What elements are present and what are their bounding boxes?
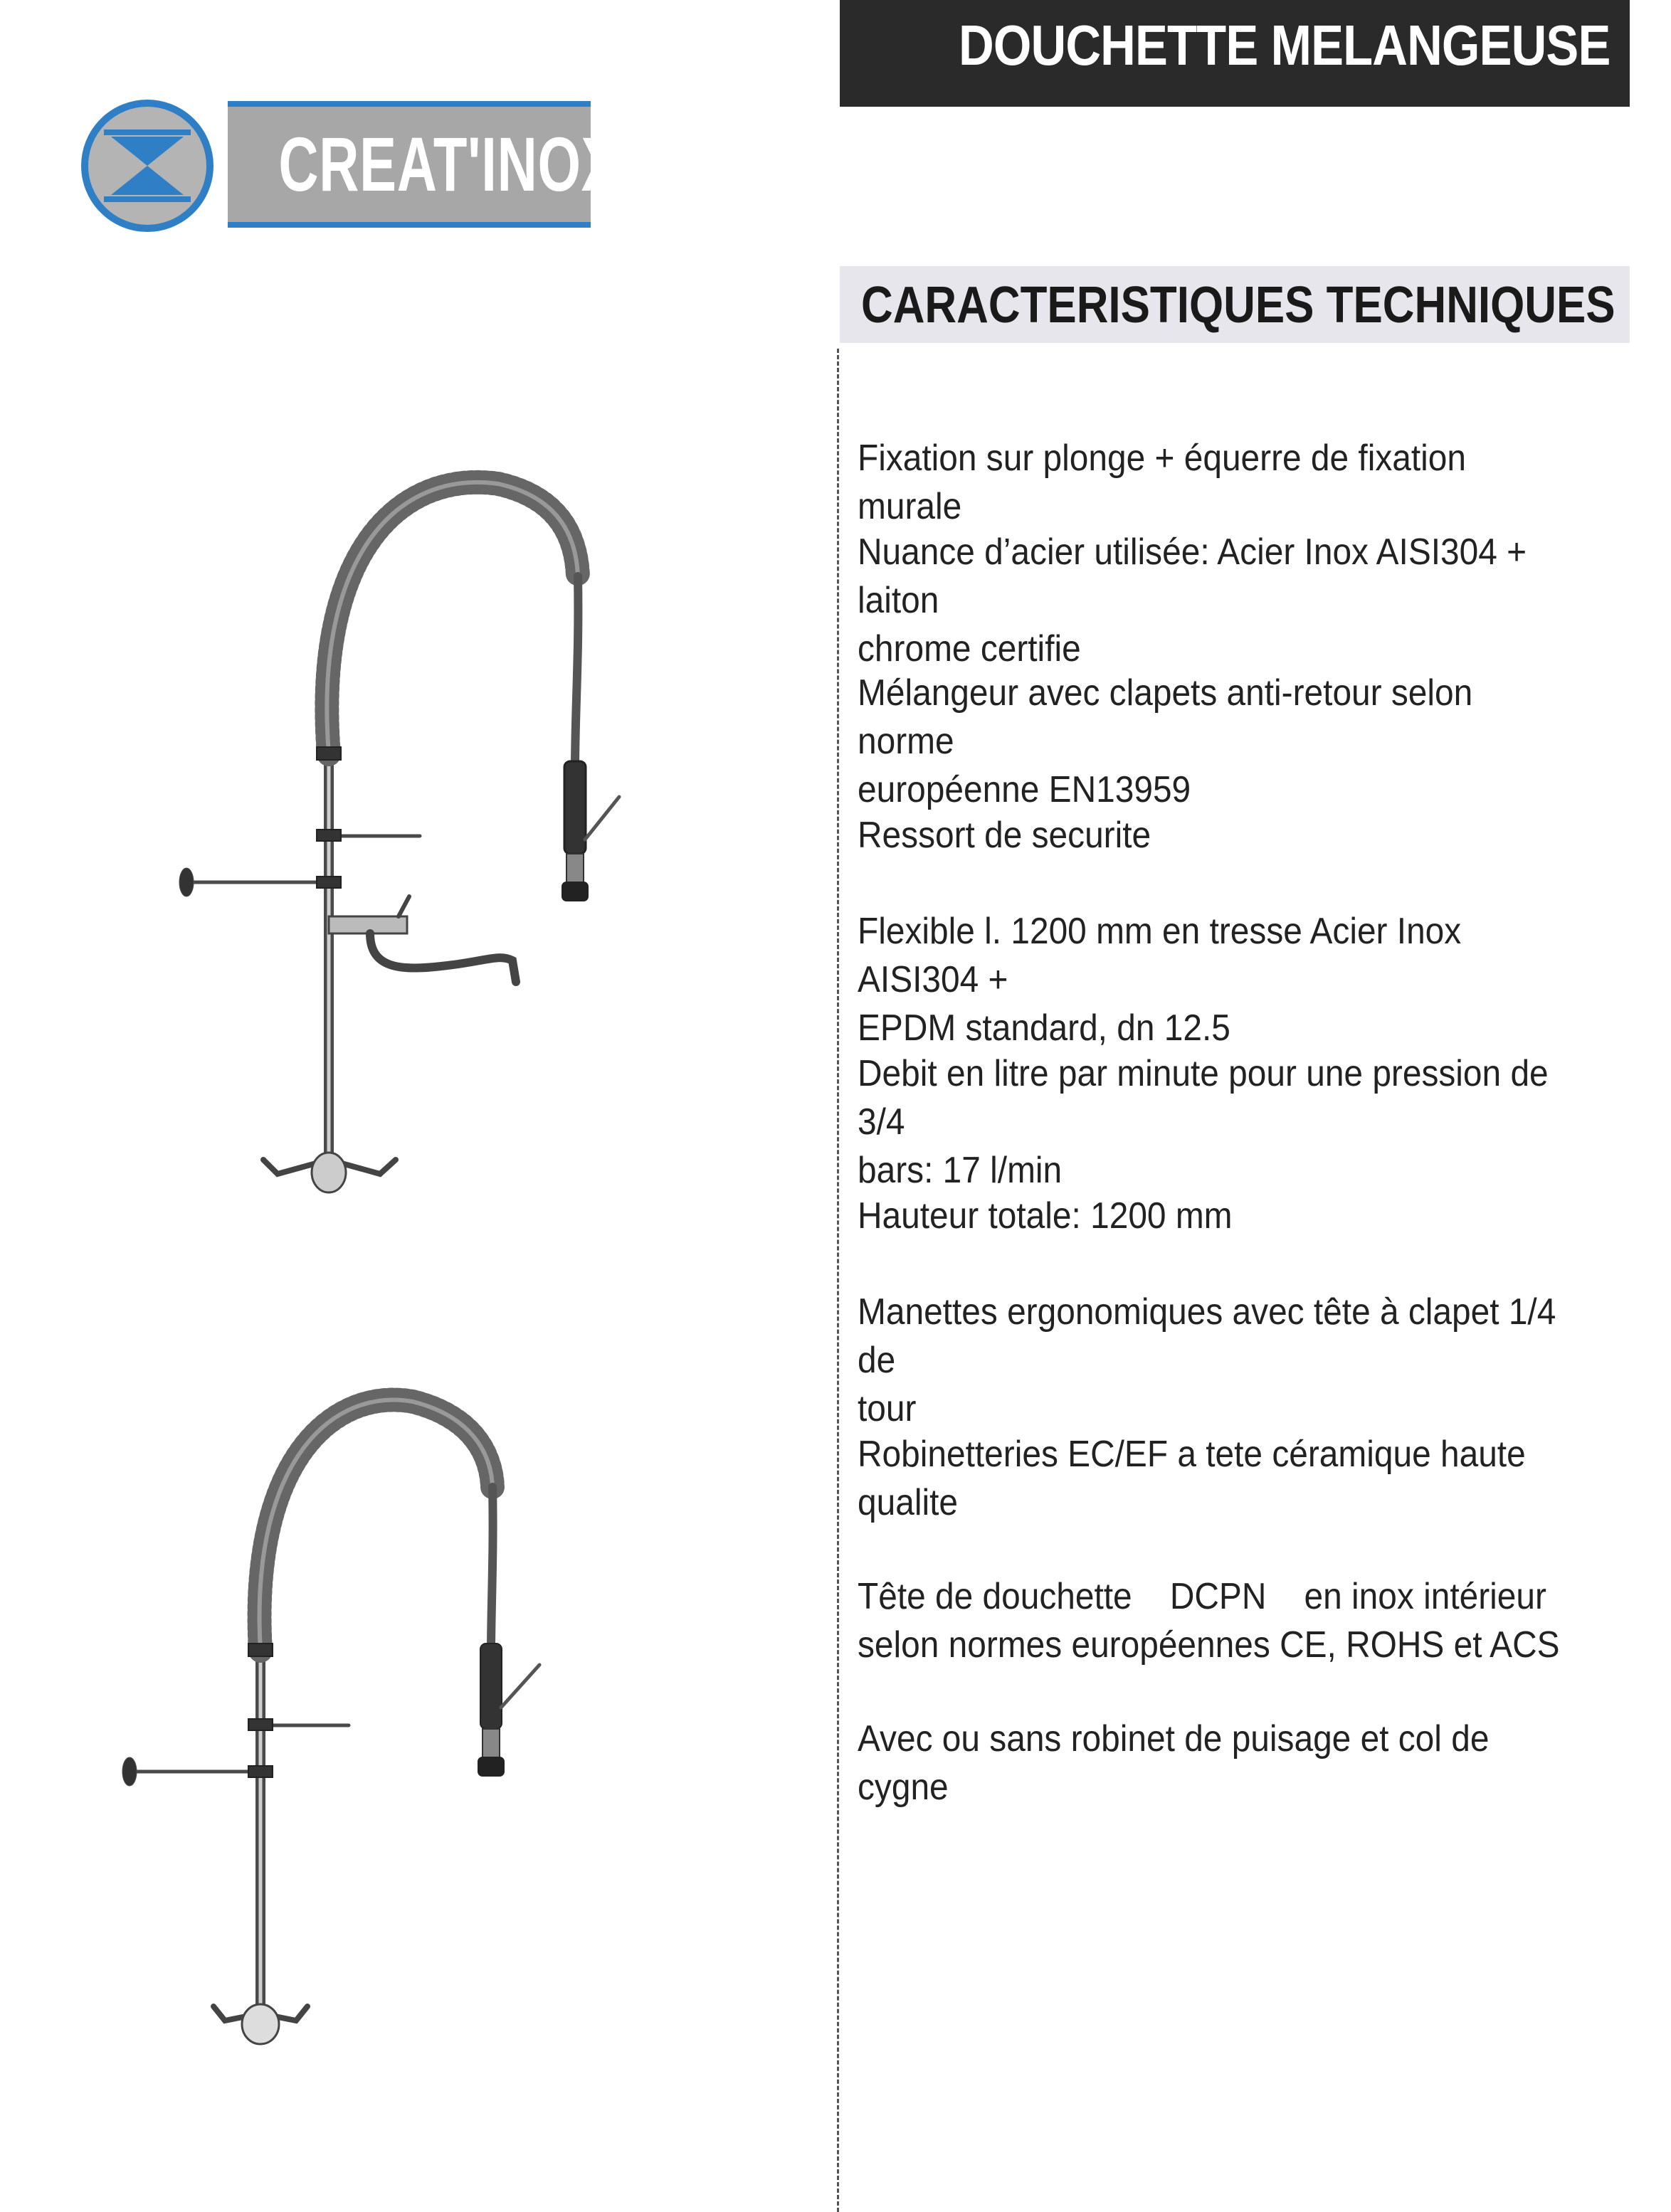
spec-item: Tête de douchette DCPN en inox intérieur selon normes européennes CE, ROHS et ACS: [858, 1576, 1560, 1666]
spec-item: Ressort de securite: [858, 815, 1151, 856]
section-heading-bar: [840, 266, 1630, 343]
brand-name: CREAT'INOX: [278, 121, 619, 207]
spec-item: Fixation sur plonge + équerre de fixation murale: [858, 438, 1467, 527]
spec-item: Manettes ergonomiques avec tête à clapet 1/4 de tour: [858, 1291, 1556, 1429]
spec-item: Mélangeur avec clapets anti-retour selon norme européenne EN13959: [858, 672, 1473, 810]
document-title-bar: [840, 0, 1630, 107]
hourglass-logo-icon: [80, 98, 215, 233]
dashed-divider: [837, 349, 839, 2212]
spec-item: Hauteur totale: 1200 mm: [858, 1195, 1233, 1237]
spec-item: Nuance d’acier utilisée: Acier Inox AISI304 + laiton chrome certifie: [858, 531, 1527, 670]
section-heading: CARACTERISTIQUES TECHNIQUES: [861, 277, 1615, 334]
faucet-with-spout-image: [0, 441, 818, 1224]
brand-name-box: [228, 101, 619, 228]
spec-item: Debit en litre par minute pour une pression de 3/4 bars: 17 l/min: [858, 1053, 1549, 1191]
spec-item: Avec ou sans robinet de puisage et col de cygne: [858, 1718, 1490, 1808]
spec-item: Robinetteries EC/EF a tete céramique haute qualite: [858, 1434, 1526, 1523]
document-title: DOUCHETTE MELANGEUSE: [958, 14, 1610, 77]
brand-logo: [80, 98, 619, 233]
faucet-without-spout-image: [0, 1352, 818, 2063]
spec-item: Flexible l. 1200 mm en tresse Acier Inox AISI304 + EPDM standard, dn 12.5: [858, 911, 1462, 1049]
